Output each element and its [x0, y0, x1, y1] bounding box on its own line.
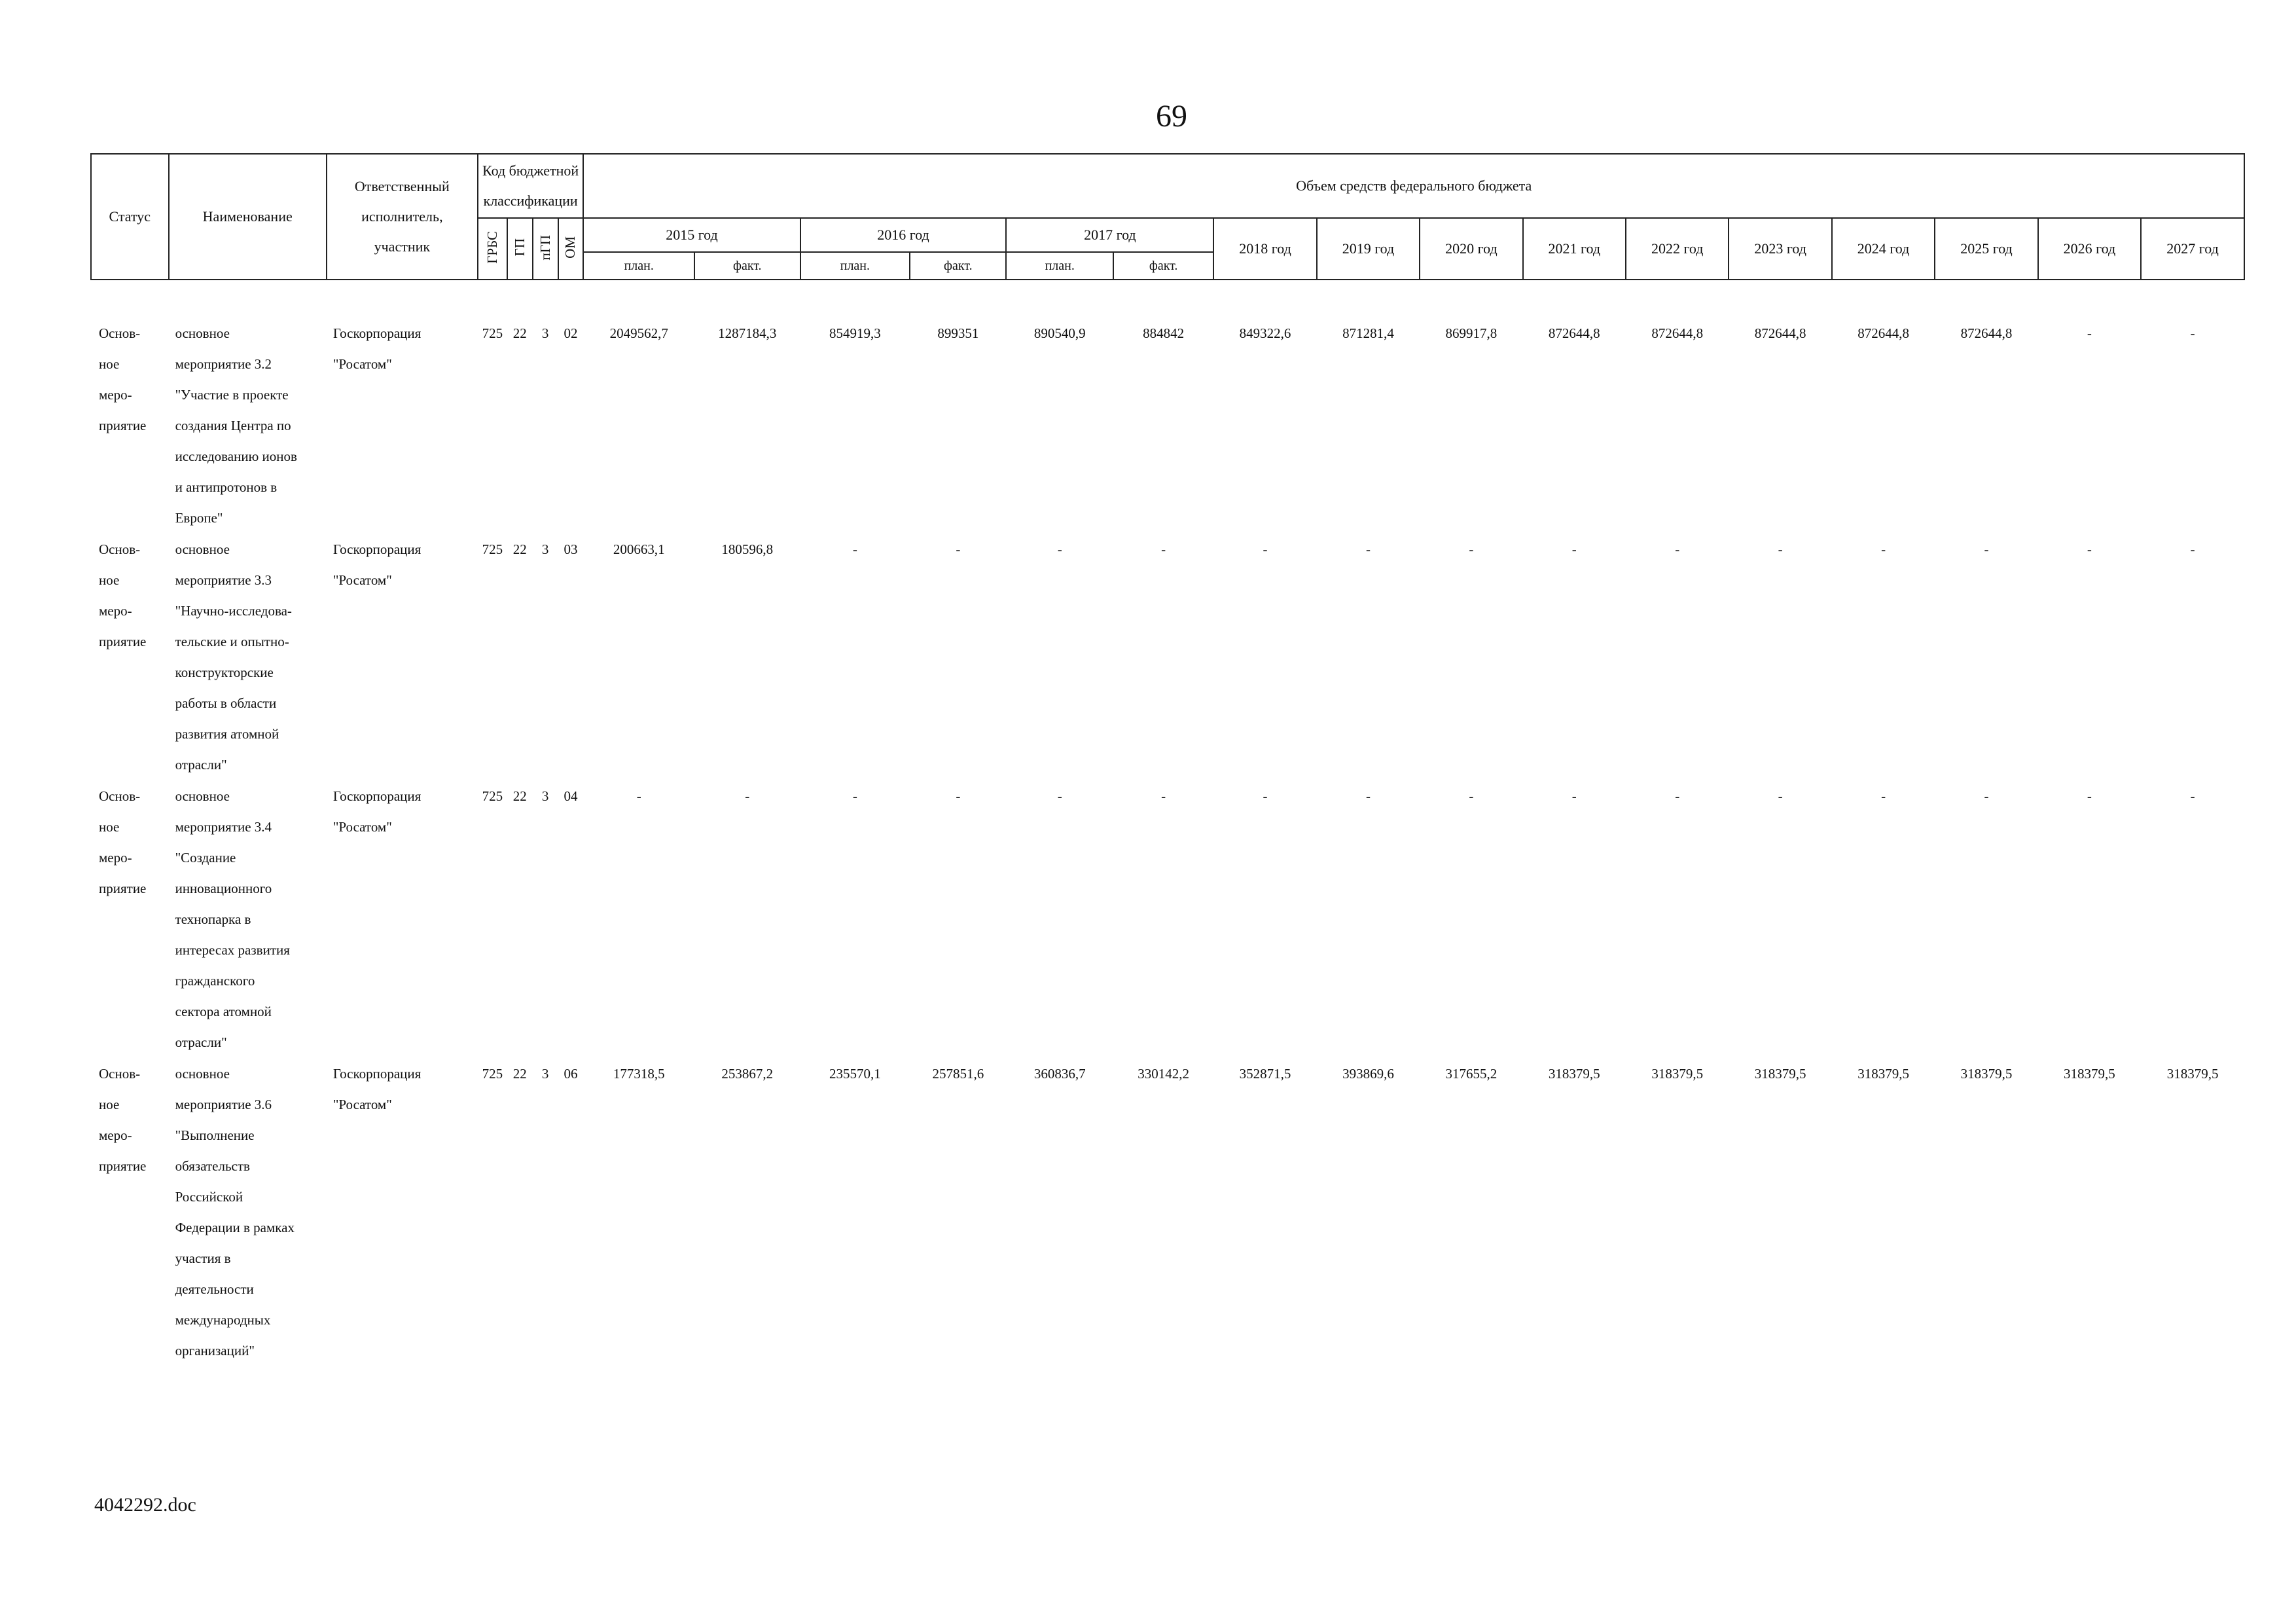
header-executor-line: участник	[374, 238, 431, 255]
name-line: создания Центра по	[175, 418, 291, 433]
executor-line: Госкорпорация	[332, 541, 422, 557]
cell-value: 884842	[1143, 325, 1185, 341]
name-line: международных	[175, 1312, 271, 1328]
cell-value: 235570,1	[829, 1066, 881, 1082]
cell-value: 318379,5	[1960, 1066, 2013, 1082]
name-line: "Участие в проекте	[175, 387, 289, 403]
status-line: приятие	[99, 634, 147, 649]
header-executor	[327, 154, 478, 280]
cell-value: 849322,6	[1239, 325, 1291, 341]
cell-value: -	[1778, 788, 1783, 804]
name-line: основное	[175, 1066, 230, 1082]
header-fact: факт.	[1113, 252, 1213, 280]
cell-value: -	[1161, 541, 1166, 557]
header-year: 2018 год	[1213, 218, 1316, 280]
header-code-label: ОМ	[562, 236, 579, 259]
name-line: "Создание	[175, 850, 236, 866]
header-year: 2024 год	[1832, 218, 1935, 280]
status-line: приятие	[99, 881, 147, 896]
header-code-4	[558, 218, 584, 280]
name-line: отрасли"	[175, 757, 227, 773]
header-year: 2020 год	[1420, 218, 1522, 280]
cell-value: 200663,1	[613, 541, 665, 557]
cell-value: -	[2087, 788, 2092, 804]
name-line: мероприятие 3.6	[175, 1097, 272, 1112]
cell-code: 725	[482, 541, 503, 557]
executor-line: Госкорпорация	[332, 1066, 422, 1082]
header-year: 2027 год	[2141, 218, 2244, 280]
header-executor-line: исполнитель,	[361, 208, 443, 225]
cell-value: -	[1984, 788, 1989, 804]
header-code-label: пГП	[537, 234, 553, 261]
cell-value: -	[1571, 788, 1577, 804]
cell-value: 854919,3	[829, 325, 881, 341]
cell-code: 02	[564, 325, 578, 341]
header-code-1	[478, 218, 507, 280]
cell-status	[91, 1059, 169, 1367]
cell-value: 317655,2	[1445, 1066, 1498, 1082]
name-line: работы в области	[175, 695, 277, 711]
header-year: 2025 год	[1935, 218, 2037, 280]
status-line: Основ-	[99, 541, 141, 557]
cell-value: -	[1057, 541, 1062, 557]
cell-value: -	[2190, 541, 2195, 557]
cell-value: 872644,8	[1857, 325, 1909, 341]
header-plan: план.	[583, 252, 694, 280]
status-line: меро-	[99, 850, 132, 866]
status-line: Основ-	[99, 1066, 141, 1082]
cell-value: 869917,8	[1445, 325, 1498, 341]
cell-code: 725	[482, 325, 503, 341]
cell-value: 872644,8	[1960, 325, 2013, 341]
cell-code: 22	[512, 788, 527, 804]
cell-value: -	[852, 788, 857, 804]
cell-value: -	[1365, 788, 1371, 804]
header-code-label: ГРБС	[484, 231, 500, 264]
cell-status	[91, 781, 169, 1059]
table-row	[91, 534, 2244, 781]
header-fact: факт.	[694, 252, 800, 280]
cell-value: -	[745, 788, 750, 804]
name-line: конструкторские	[175, 665, 274, 680]
cell-code: 22	[512, 325, 527, 341]
name-line: исследованию ионов	[175, 448, 297, 464]
cell-value: 872644,8	[1548, 325, 1600, 341]
name-line: и антипротонов в	[175, 479, 278, 495]
header-plan: план.	[1006, 252, 1113, 280]
cell-name	[169, 1059, 327, 1367]
cell-executor	[327, 781, 478, 1059]
cell-value: 318379,5	[1651, 1066, 1704, 1082]
status-line: ное	[99, 819, 120, 835]
header-code-label: ГП	[511, 238, 528, 257]
cell-executor	[327, 318, 478, 534]
name-line: развития атомной	[175, 726, 279, 742]
name-line: основное	[175, 325, 230, 341]
header-budget-code	[478, 154, 584, 218]
name-line: мероприятие 3.3	[175, 572, 272, 588]
cell-code: 725	[482, 788, 503, 804]
cell-value: -	[2190, 325, 2195, 341]
cell-name	[169, 781, 327, 1059]
header-year-split: 2016 год	[800, 218, 1007, 252]
cell-code: 03	[564, 541, 578, 557]
cell-value: -	[1881, 788, 1886, 804]
status-line: Основ-	[99, 325, 141, 341]
name-line: Европе"	[175, 510, 223, 526]
name-line: мероприятие 3.4	[175, 819, 272, 835]
header-year: 2019 год	[1317, 218, 1420, 280]
name-line: инновационного	[175, 881, 272, 896]
page-number: 69	[1156, 99, 1187, 134]
header-code-3	[533, 218, 558, 280]
name-line: обязательств	[175, 1158, 250, 1174]
name-line: Федерации в рамках	[175, 1220, 295, 1235]
cell-value: 352871,5	[1239, 1066, 1291, 1082]
name-line: основное	[175, 541, 230, 557]
cell-status	[91, 534, 169, 781]
cell-value: 318379,5	[1857, 1066, 1909, 1082]
cell-value: -	[1675, 788, 1680, 804]
cell-value: -	[1057, 788, 1062, 804]
name-line: деятельности	[175, 1281, 254, 1297]
header-budget-code-line: Код бюджетной	[482, 162, 579, 179]
cell-value: -	[1469, 788, 1474, 804]
cell-value: -	[852, 541, 857, 557]
cell-executor	[327, 534, 478, 781]
status-line: меро-	[99, 603, 132, 619]
header-year: 2026 год	[2038, 218, 2141, 280]
name-line: основное	[175, 788, 230, 804]
cell-value: 318379,5	[2166, 1066, 2219, 1082]
spacer-row	[91, 280, 2244, 318]
cell-value: -	[2087, 541, 2092, 557]
cell-executor	[327, 1059, 478, 1367]
cell-value: -	[956, 541, 961, 557]
header-status: Статус	[91, 154, 169, 280]
cell-code: 04	[564, 788, 578, 804]
status-line: Основ-	[99, 788, 141, 804]
status-line: меро-	[99, 1127, 132, 1143]
name-line: участия в	[175, 1250, 231, 1266]
cell-code: 06	[564, 1066, 578, 1082]
executor-line: Госкорпорация	[332, 325, 422, 341]
cell-value: 899351	[937, 325, 979, 341]
cell-value: -	[1365, 541, 1371, 557]
cell-code: 22	[512, 541, 527, 557]
executor-line: Госкорпорация	[332, 788, 422, 804]
cell-value: 890540,9	[1033, 325, 1086, 341]
header-code-2	[507, 218, 533, 280]
document-filename: 4042292.doc	[94, 1494, 196, 1516]
cell-value: -	[1881, 541, 1886, 557]
header-executor-line: Ответственный	[354, 177, 450, 194]
status-line: ное	[99, 572, 120, 588]
cell-value: 330142,2	[1138, 1066, 1190, 1082]
cell-code: 725	[482, 1066, 503, 1082]
cell-code: 3	[541, 788, 549, 804]
header-federal-budget-volume: Объем средств федерального бюджета	[583, 154, 2244, 218]
header-fact: факт.	[910, 252, 1006, 280]
name-line: организаций"	[175, 1343, 255, 1359]
cell-value: -	[1571, 541, 1577, 557]
executor-line: "Росатом"	[332, 819, 392, 835]
cell-status	[91, 318, 169, 534]
status-line: ное	[99, 356, 120, 372]
cell-code: 3	[541, 325, 549, 341]
cell-value: 360836,7	[1033, 1066, 1086, 1082]
cell-value: 318379,5	[2064, 1066, 2115, 1082]
status-line: приятие	[99, 1158, 147, 1174]
cell-value: -	[636, 788, 641, 804]
cell-value: 2049562,7	[609, 325, 668, 341]
name-line: мероприятие 3.2	[175, 356, 272, 372]
name-line: "Научно-исследова-	[175, 603, 292, 619]
cell-value: -	[1263, 788, 1268, 804]
cell-value: -	[1984, 541, 1989, 557]
table-row	[91, 781, 2244, 1059]
cell-value: -	[1675, 541, 1680, 557]
cell-value: 318379,5	[1548, 1066, 1600, 1082]
cell-value: 393869,6	[1342, 1066, 1394, 1082]
cell-value: -	[1469, 541, 1474, 557]
cell-value: 1287184,3	[718, 325, 777, 341]
header-year-split: 2015 год	[583, 218, 800, 252]
name-line: "Выполнение	[175, 1127, 255, 1143]
table-row	[91, 318, 2244, 534]
name-line: интересах развития	[175, 942, 290, 958]
header-name: Наименование	[169, 154, 327, 280]
cell-value: 318379,5	[1754, 1066, 1806, 1082]
cell-value: 871281,4	[1342, 325, 1394, 341]
cell-value: 180596,8	[721, 541, 774, 557]
name-line: тельские и опытно-	[175, 634, 289, 649]
header-year-split: 2017 год	[1006, 218, 1213, 252]
cell-value: -	[2190, 788, 2195, 804]
cell-value: -	[1778, 541, 1783, 557]
header-year: 2022 год	[1626, 218, 1729, 280]
cell-name	[169, 534, 327, 781]
table-row	[91, 1059, 2244, 1367]
name-line: сектора атомной	[175, 1004, 272, 1019]
executor-line: "Росатом"	[332, 356, 392, 372]
status-line: приятие	[99, 418, 147, 433]
executor-line: "Росатом"	[332, 1097, 392, 1112]
budget-table	[90, 153, 2245, 1367]
cell-value: -	[1161, 788, 1166, 804]
header-plan: план.	[800, 252, 910, 280]
name-line: технопарка в	[175, 911, 251, 927]
header-year: 2021 год	[1523, 218, 1626, 280]
status-line: меро-	[99, 387, 132, 403]
cell-value: -	[2087, 325, 2092, 341]
status-line: ное	[99, 1097, 120, 1112]
cell-value: -	[956, 788, 961, 804]
cell-code: 3	[541, 541, 549, 557]
name-line: гражданского	[175, 973, 255, 989]
cell-value: 253867,2	[721, 1066, 774, 1082]
header-budget-code-line: классификации	[483, 192, 578, 209]
cell-value: 177318,5	[613, 1066, 665, 1082]
executor-line: "Росатом"	[332, 572, 392, 588]
cell-code: 22	[512, 1066, 527, 1082]
name-line: Российской	[175, 1189, 243, 1205]
cell-value: 257851,6	[932, 1066, 984, 1082]
cell-value: -	[1263, 541, 1268, 557]
name-line: отрасли"	[175, 1034, 227, 1050]
header-year: 2023 год	[1729, 218, 1831, 280]
cell-code: 3	[541, 1066, 549, 1082]
cell-value: 872644,8	[1754, 325, 1806, 341]
cell-value: 872644,8	[1651, 325, 1704, 341]
cell-name	[169, 318, 327, 534]
